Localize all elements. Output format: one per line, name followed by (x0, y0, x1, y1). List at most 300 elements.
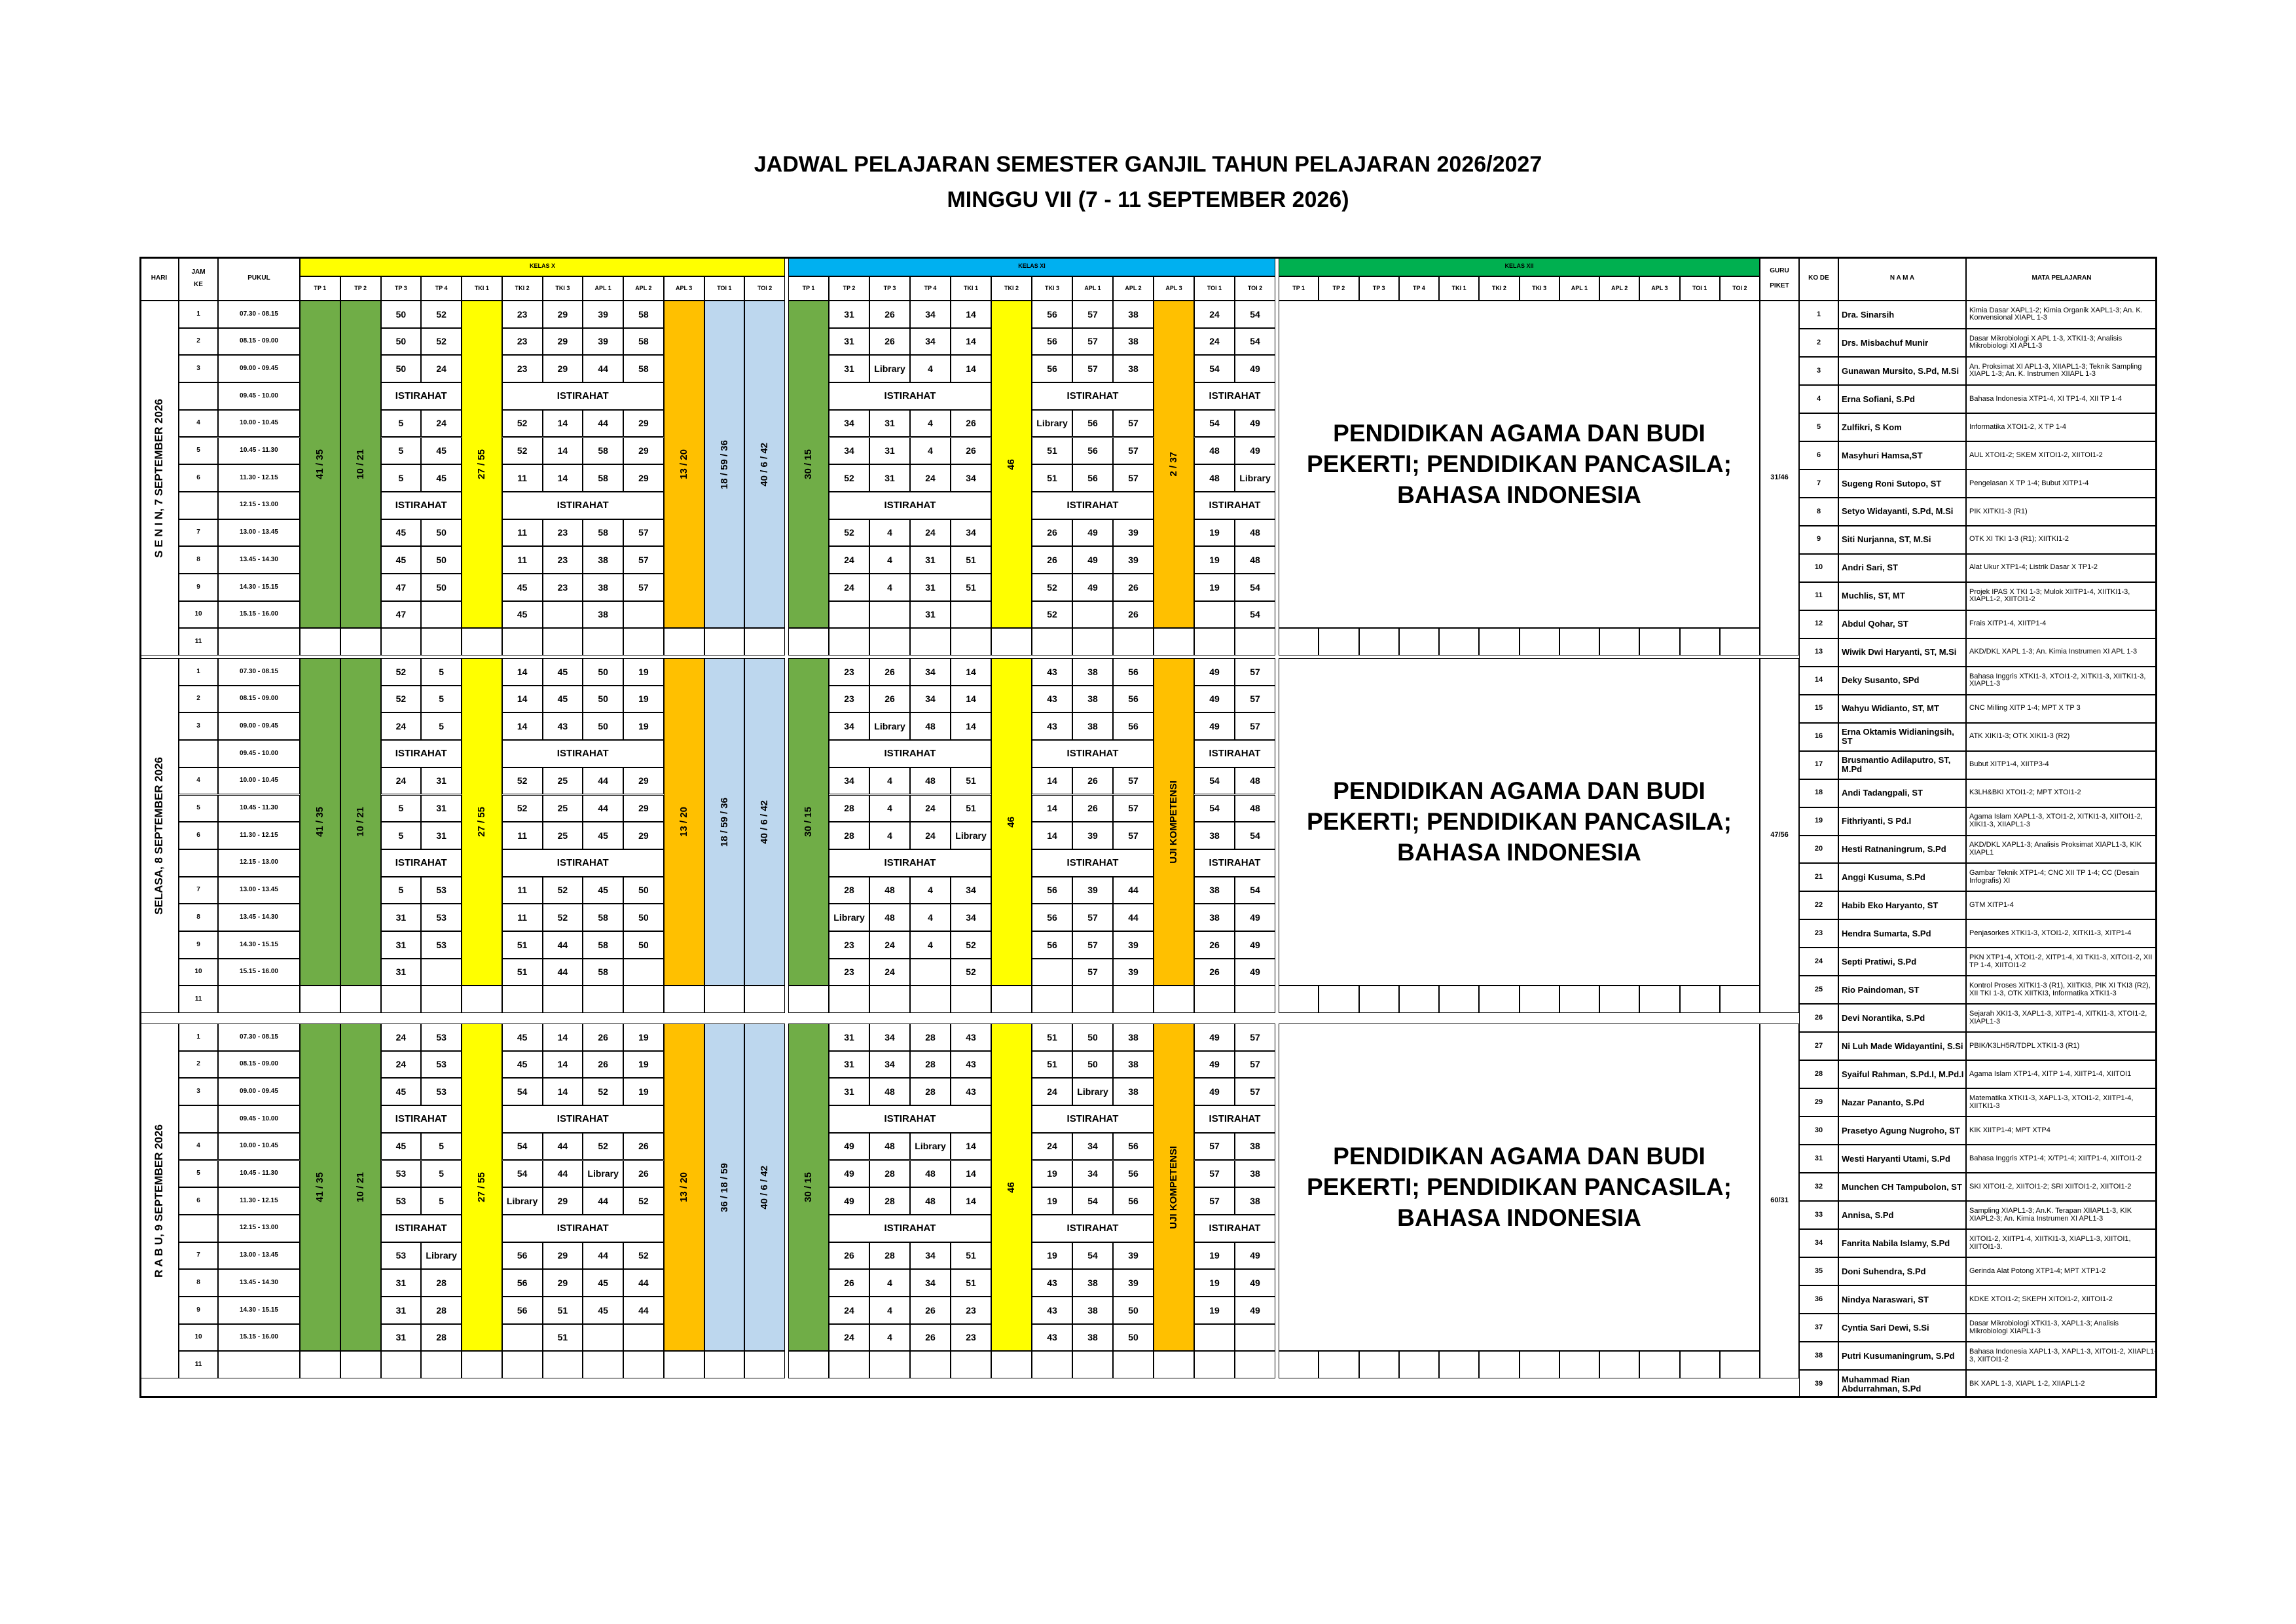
xi-cell: 14 (1032, 767, 1072, 795)
xi-cell: 38 (1113, 328, 1154, 356)
xi-cell (829, 628, 869, 655)
x-cell: 44 (543, 959, 583, 986)
x-cell: 14 (502, 686, 543, 713)
xi-cell: 4 (869, 1297, 910, 1324)
subheader-xii-4: TP 4 (1399, 276, 1439, 301)
header-guru: GURU (1770, 267, 1789, 274)
xi-cell: 56 (1032, 931, 1072, 959)
xi-cell: 14 (1032, 822, 1072, 849)
xi-cell (1235, 628, 1275, 655)
x-cell: 5 (381, 877, 422, 904)
time-cell: 09.00 - 09.45 (218, 1078, 300, 1105)
teacher-code: 4 (1799, 385, 1838, 413)
xi-cell: 52 (829, 464, 869, 492)
teacher-name: Rio Paindoman, ST (1838, 976, 1966, 1004)
x-cell (421, 601, 462, 629)
x-cell (462, 986, 502, 1013)
xi-cell: 19 (1194, 546, 1235, 574)
xi-cell: 49 (1235, 959, 1275, 986)
xi-cell: 19 (1032, 1242, 1072, 1270)
xi-cell: 31 (869, 437, 910, 465)
x-cell: 5 (421, 712, 462, 740)
teacher-code: 13 (1799, 638, 1838, 667)
x-band-12 (744, 301, 785, 628)
xi-cell: 38 (1235, 1187, 1275, 1215)
subheader-x-2: TP 2 (340, 276, 381, 301)
istirahat-cell: ISTIRAHAT (829, 1105, 991, 1133)
header-mapel: MATA PELAJARAN (1966, 257, 2157, 301)
x-band-1 (300, 1024, 340, 1351)
x-band-10 (664, 301, 704, 628)
x-band-2 (340, 1024, 381, 1351)
xi-cell: 54 (1235, 877, 1275, 904)
xii-cell (1680, 986, 1720, 1013)
teacher-name: Wahyu Widianto, ST, MT (1838, 695, 1966, 723)
time-cell: 14.30 - 15.15 (218, 931, 300, 959)
xi-cell: 39 (1113, 546, 1154, 574)
x-cell: 58 (583, 519, 623, 547)
jam-ke-cell: 7 (179, 519, 218, 547)
x-cell: 24 (421, 410, 462, 437)
xi-cell: 49 (1235, 1269, 1275, 1297)
xi-cell (869, 1351, 910, 1378)
xi-cell: 24 (1194, 301, 1235, 328)
xi-cell: 26 (1032, 546, 1072, 574)
jam-ke-cell: 6 (179, 1187, 218, 1215)
x-cell (744, 1351, 785, 1378)
xi-cell: 34 (829, 767, 869, 795)
teacher-code: 26 (1799, 1004, 1838, 1032)
x-band-11 (704, 658, 745, 986)
xi-cell: 49 (1235, 1297, 1275, 1324)
x-cell (340, 1351, 381, 1378)
x-cell (462, 1351, 502, 1378)
xi-cell: 34 (951, 877, 991, 904)
xi-cell: 48 (1235, 767, 1275, 795)
header-jam-ke (179, 257, 218, 301)
xi-cell: 54 (1235, 328, 1275, 356)
xii-cell (1439, 986, 1479, 1013)
teacher-subject: Alat Ukur XTP1-4; Listrik Dasar X TP1-2 (1966, 554, 2157, 582)
xi-cell: 24 (829, 1324, 869, 1352)
jam-ke-cell: 1 (179, 301, 218, 328)
xi-cell: 23 (829, 686, 869, 713)
xi-cell: 56 (1072, 437, 1113, 465)
istirahat-cell: ISTIRAHAT (381, 492, 462, 519)
subheader-x-4: TP 4 (421, 276, 462, 301)
time-cell (218, 986, 300, 1013)
xi-cell: 19 (1194, 1242, 1235, 1270)
teacher-subject: Sejarah XKI1-3, XAPL1-3, XITP1-4, XITKI1-3, XTOI1-2, XIAPL1-3 (1966, 1004, 2157, 1032)
xi-cell: 34 (829, 712, 869, 740)
x-cell: 57 (623, 574, 664, 601)
xi-cell (1032, 986, 1072, 1013)
xi-cell: 19 (1194, 574, 1235, 601)
x-cell: 45 (381, 1133, 422, 1160)
teacher-code: 1 (1799, 301, 1838, 329)
xi-cell: 28 (910, 1078, 951, 1105)
teacher-code: 25 (1799, 976, 1838, 1004)
x-cell: 53 (381, 1242, 422, 1270)
x-cell: 31 (421, 795, 462, 822)
xi-band-6-text: 46 (1006, 816, 1017, 828)
xi-cell: 34 (910, 1269, 951, 1297)
teacher-subject: Gerinda Alat Potong XTP1-4; MPT XTP1-2 (1966, 1257, 2157, 1285)
time-cell: 13.00 - 13.45 (218, 1242, 300, 1270)
xi-cell: 54 (1235, 601, 1275, 629)
xi-cell: 14 (951, 712, 991, 740)
xi-cell: 4 (869, 1269, 910, 1297)
time-cell: 08.15 - 09.00 (218, 328, 300, 356)
teacher-name: Septi Pratiwi, S.Pd (1838, 948, 1966, 976)
teacher-code: 12 (1799, 610, 1838, 638)
x-band-5-text: 27 / 55 (476, 449, 487, 480)
xii-cell (1359, 1351, 1399, 1378)
xi-cell: 24 (910, 795, 951, 822)
teacher-name: Anggi Kusuma, S.Pd (1838, 863, 1966, 891)
x-cell: 5 (381, 464, 422, 492)
xi-cell: 57 (1072, 904, 1113, 931)
xi-cell: 26 (951, 437, 991, 465)
x-cell (421, 1351, 462, 1378)
time-cell: 11.30 - 12.15 (218, 822, 300, 849)
teacher-subject: Matematika XTKI1-3, XAPL1-3, XTOI1-2, XIITP1-4, XIITKI1-3 (1966, 1088, 2157, 1116)
xi-cell: 23 (951, 1324, 991, 1352)
xi-cell: 24 (869, 931, 910, 959)
xi-cell: 43 (1032, 1324, 1072, 1352)
xi-cell: 54 (1194, 410, 1235, 437)
x-cell: 38 (583, 574, 623, 601)
x-cell: 50 (583, 712, 623, 740)
time-cell: 09.00 - 09.45 (218, 355, 300, 382)
x-cell: 53 (421, 931, 462, 959)
time-cell: 07.30 - 08.15 (218, 658, 300, 686)
xi-cell: 23 (951, 1297, 991, 1324)
x-cell: 53 (421, 877, 462, 904)
subheader-xi-10: APL 3 (1154, 276, 1194, 301)
x-cell: 23 (502, 355, 543, 382)
x-cell: 44 (623, 1269, 664, 1297)
xi-cell: 57 (1113, 795, 1154, 822)
xi-cell: 34 (1072, 1133, 1113, 1160)
header-kode: KO DE (1799, 257, 1838, 301)
xi-cell: 34 (869, 1051, 910, 1079)
time-cell: 08.15 - 09.00 (218, 686, 300, 713)
jam-ke-cell: 11 (179, 628, 218, 655)
xi-cell: Library (829, 904, 869, 931)
xi-cell: 50 (1072, 1051, 1113, 1079)
teacher-name: Erna Sofiani, S.Pd (1838, 385, 1966, 413)
x-cell: 29 (623, 464, 664, 492)
x-cell (583, 1324, 623, 1352)
x-cell: 58 (583, 904, 623, 931)
xi-cell: 4 (869, 519, 910, 547)
x-band-11-text: 36 / 18 / 59 (718, 1162, 730, 1212)
xi-cell: 49 (829, 1187, 869, 1215)
xi-cell (951, 628, 991, 655)
teacher-subject: Gambar Teknik XTP1-4; CNC XII TP 1-4; CC (Desain Infografis) XI (1966, 863, 2157, 891)
teacher-name: Dra. Sinarsih (1838, 301, 1966, 329)
x-cell (381, 628, 422, 655)
xi-cell: 56 (1113, 1187, 1154, 1215)
x-cell: 5 (421, 1187, 462, 1215)
x-cell: 52 (381, 658, 422, 686)
header-kelas_xi: KELAS XI (788, 257, 1275, 276)
xi-cell: 57 (1113, 767, 1154, 795)
teacher-name: Erna Oktamis Widianingsih, ST (1838, 723, 1966, 751)
teacher-code: 38 (1799, 1342, 1838, 1370)
x-cell: 5 (421, 1160, 462, 1188)
header-ke: KE (194, 280, 203, 288)
x-cell: 51 (543, 1297, 583, 1324)
xi-cell: 24 (829, 546, 869, 574)
jam-ke-cell: 8 (179, 1269, 218, 1297)
xi-cell: 39 (1113, 1242, 1154, 1270)
x-cell: 53 (421, 904, 462, 931)
teacher-name: Muchlis, ST, MT (1838, 582, 1966, 610)
header-pukul: PUKUL (218, 257, 300, 301)
subheader-x-8: APL 1 (583, 276, 623, 301)
teacher-subject: Kontrol Proses XITKI1-3 (R1), XIITKI3, PIK XI TKI3 (R2), XII TKI 1-3, OTK XIITKI3, Informatika XTKI1-3 (1966, 976, 2157, 1004)
x-cell: 31 (421, 822, 462, 849)
x-cell: 23 (502, 328, 543, 356)
xii-cell (1479, 628, 1519, 655)
time-cell: 10.00 - 10.45 (218, 767, 300, 795)
jam-ke-cell: 5 (179, 795, 218, 822)
xi-cell: 57 (1235, 712, 1275, 740)
teacher-code: 10 (1799, 554, 1838, 582)
teacher-name: Habib Eko Haryanto, ST (1838, 891, 1966, 919)
x-cell: 25 (543, 767, 583, 795)
xi-cell: 4 (910, 355, 951, 382)
x-cell (744, 986, 785, 1013)
xi-cell: 51 (951, 795, 991, 822)
x-cell: 52 (543, 877, 583, 904)
guru-piket-cell: 60/31 (1760, 1024, 1799, 1378)
x-cell: 52 (623, 1187, 664, 1215)
xi-cell: 26 (910, 1297, 951, 1324)
teacher-subject: PBIK/K3LH5R/TDPL XTKI1-3 (R1) (1966, 1032, 2157, 1060)
header-guru-piket (1760, 257, 1799, 301)
x-cell: 45 (543, 686, 583, 713)
jam-ke-cell: 11 (179, 986, 218, 1013)
x-cell: 50 (381, 328, 422, 356)
xi-cell: 19 (1194, 519, 1235, 547)
teacher-subject: XITOI1-2, XIITP1-4, XIITKI1-3, XIAPL1-3, XIITOI1, XIITOI1-3. (1966, 1229, 2157, 1257)
xi-cell: 4 (869, 795, 910, 822)
time-cell (218, 1351, 300, 1378)
xii-cell (1639, 986, 1679, 1013)
xi-cell: 49 (1235, 931, 1275, 959)
teacher-code: 31 (1799, 1145, 1838, 1173)
xi-cell: 57 (1235, 658, 1275, 686)
jam-ke-cell: 6 (179, 464, 218, 492)
xi-cell: 48 (910, 767, 951, 795)
teacher-code: 2 (1799, 329, 1838, 357)
teacher-subject: GTM XITP1-4 (1966, 891, 2157, 919)
x-band-5 (462, 658, 502, 986)
time-cell: 13.45 - 14.30 (218, 1269, 300, 1297)
jam-ke-cell: 2 (179, 328, 218, 356)
xi-cell (1032, 959, 1072, 986)
xi-cell: 26 (910, 1324, 951, 1352)
xii-cell (1319, 628, 1358, 655)
x-cell (421, 986, 462, 1013)
x-cell: 54 (502, 1160, 543, 1188)
day-label (139, 1024, 179, 1378)
teacher-subject: KDKE XTOI1-2; SKEPH XITOI1-2, XIITOI1-2 (1966, 1285, 2157, 1314)
x-cell: 50 (421, 519, 462, 547)
x-cell: 25 (543, 795, 583, 822)
xi-cell: 34 (951, 519, 991, 547)
jam-ke-cell: 8 (179, 904, 218, 931)
teacher-name: Cyntia Sari Dewi, S.Si (1838, 1314, 1966, 1342)
x-cell: 53 (381, 1187, 422, 1215)
time-cell: 09.00 - 09.45 (218, 712, 300, 740)
xi-cell: 19 (1032, 1187, 1072, 1215)
teacher-code: 5 (1799, 413, 1838, 441)
teacher-code: 22 (1799, 891, 1838, 919)
jam-ke-cell: 1 (179, 658, 218, 686)
teacher-code: 16 (1799, 723, 1838, 751)
xi-cell: 48 (1194, 464, 1235, 492)
x-cell: 14 (543, 1051, 583, 1079)
xi-cell: 43 (1032, 686, 1072, 713)
xi-cell: 52 (1032, 574, 1072, 601)
x-cell: 29 (623, 410, 664, 437)
xi-cell: 49 (1235, 437, 1275, 465)
time-cell: 14.30 - 15.15 (218, 1297, 300, 1324)
xi-cell: 38 (1072, 1297, 1113, 1324)
subheader-x-10: APL 3 (664, 276, 704, 301)
xi-cell: 57 (1113, 822, 1154, 849)
x-cell: 19 (623, 658, 664, 686)
xi-cell: 43 (1032, 1269, 1072, 1297)
xi-band-6-text: 46 (1006, 458, 1017, 470)
xi-cell: 31 (910, 574, 951, 601)
x-cell: 11 (502, 546, 543, 574)
xi-cell: 54 (1194, 355, 1235, 382)
subheader-xii-3: TP 3 (1359, 276, 1399, 301)
x-cell: 51 (543, 1324, 583, 1352)
x-cell (543, 986, 583, 1013)
xii-cell (1599, 628, 1639, 655)
xi-cell: 38 (1194, 877, 1235, 904)
teacher-subject: Agama Islam XTP1-4, XITP 1-4, XIITP1-4, XIITOI1 (1966, 1060, 2157, 1088)
xi-cell: 52 (1032, 601, 1072, 629)
xi-cell: 51 (951, 767, 991, 795)
xi-cell: 39 (1072, 877, 1113, 904)
x-cell (583, 628, 623, 655)
teacher-subject: Bubut XITP1-4, XIITP3-4 (1966, 751, 2157, 779)
xi-cell: 26 (1113, 574, 1154, 601)
xi-cell: Library (1032, 410, 1072, 437)
istirahat-cell: ISTIRAHAT (1194, 492, 1275, 519)
x-cell (704, 986, 745, 1013)
x-cell (381, 986, 422, 1013)
xi-cell: 49 (1235, 355, 1275, 382)
xi-cell (951, 1351, 991, 1378)
day-label-text: SELASA, 8 SEPTEMBER 2026 (153, 756, 166, 915)
xi-cell (1072, 601, 1113, 629)
xi-cell: 57 (1235, 1078, 1275, 1105)
x-cell: 24 (421, 355, 462, 382)
teacher-subject: Bahasa Indonesia XAPL1-3, XAPL1-3, XITOI1-2, XIIAPL1-3, XIITOI1-2 (1966, 1342, 2157, 1370)
jam-ke-cell: 3 (179, 1078, 218, 1105)
xi-cell (1194, 628, 1235, 655)
jam-ke-cell (179, 740, 218, 767)
jam-ke-cell: 4 (179, 1133, 218, 1160)
xi-cell: 57 (1072, 931, 1113, 959)
xi-cell (1194, 986, 1235, 1013)
xi-cell: 28 (869, 1160, 910, 1188)
xi-cell: 39 (1072, 822, 1113, 849)
xi-cell: 34 (910, 301, 951, 328)
xi-cell: 34 (829, 437, 869, 465)
x-band-1 (300, 301, 340, 628)
x-cell: 50 (623, 931, 664, 959)
teacher-name: Deky Susanto, SPd (1838, 667, 1966, 695)
x-cell: 50 (421, 546, 462, 574)
subheader-xii-2: TP 2 (1319, 276, 1358, 301)
subheader-xi-9: APL 2 (1113, 276, 1154, 301)
day-label (139, 301, 179, 655)
xi-cell: 48 (1235, 519, 1275, 547)
xi-cell: 14 (951, 301, 991, 328)
teacher-subject: AUL XTOI1-2; SKEM XITOI1-2, XIITOI1-2 (1966, 441, 2157, 470)
xi-cell: 31 (869, 464, 910, 492)
time-cell: 13.45 - 14.30 (218, 546, 300, 574)
x-cell (623, 1351, 664, 1378)
x-cell: 53 (421, 1024, 462, 1051)
x-cell (462, 628, 502, 655)
xi-cell: 50 (1113, 1297, 1154, 1324)
xi-cell: 26 (1072, 795, 1113, 822)
x-cell: 44 (543, 931, 583, 959)
x-cell: 11 (502, 519, 543, 547)
subheader-xi-6: TKI 2 (991, 276, 1032, 301)
istirahat-cell: ISTIRAHAT (1194, 382, 1275, 410)
subheader-xii-10: APL 3 (1639, 276, 1679, 301)
teacher-code: 20 (1799, 836, 1838, 864)
xi-cell: 43 (1032, 658, 1072, 686)
xi-cell: 34 (829, 410, 869, 437)
x-cell: 11 (502, 822, 543, 849)
xi-band-1-text: 30 / 15 (803, 1172, 814, 1203)
x-cell: Library (583, 1160, 623, 1188)
xii-cell (1359, 628, 1399, 655)
x-cell: 45 (381, 1078, 422, 1105)
x-band-5-text: 27 / 55 (476, 1172, 487, 1203)
xi-cell: 26 (869, 686, 910, 713)
xi-cell: 34 (951, 904, 991, 931)
teacher-name: Wiwik Dwi Haryanti, ST, M.Si (1838, 638, 1966, 667)
x-cell (583, 986, 623, 1013)
subheader-xi-5: TKI 1 (951, 276, 991, 301)
xi-cell: 48 (869, 1078, 910, 1105)
istirahat-cell: ISTIRAHAT (1032, 849, 1154, 877)
xi-cell: 48 (910, 1160, 951, 1188)
xi-cell: 26 (951, 410, 991, 437)
xi-cell: 26 (829, 1269, 869, 1297)
x-cell: 39 (583, 328, 623, 356)
xi-cell (869, 601, 910, 629)
x-cell (704, 1351, 745, 1378)
x-cell (421, 959, 462, 986)
jam-ke-cell: 5 (179, 1160, 218, 1188)
xi-cell: 28 (869, 1242, 910, 1270)
istirahat-cell: ISTIRAHAT (1194, 1215, 1275, 1242)
